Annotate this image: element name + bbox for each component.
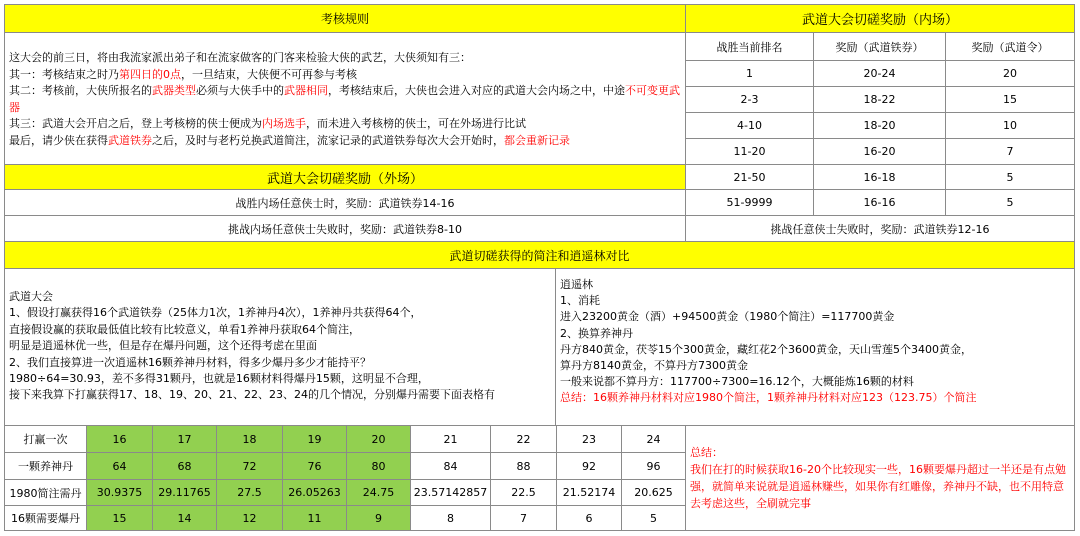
rules-body — [4, 32, 686, 165]
calc-cell-text: 7 — [520, 511, 527, 525]
calc-cell-text: 5 — [650, 511, 657, 525]
outer-fail-text: 挑战内场任意侠士失败时，奖励：武道铁券8-10 — [4, 215, 686, 242]
rules-segment: 最后，请少侠在获得 — [9, 133, 108, 147]
inner-title: 武道大会切磋奖励（内场） — [685, 4, 1075, 33]
rules-highlight: 第四日的0点 — [119, 67, 181, 81]
calc-cell — [152, 425, 217, 453]
calc-cell-text: 21 — [443, 432, 458, 446]
inner-cell — [813, 112, 946, 139]
calc-cell-text: 20.625 — [634, 486, 673, 499]
inner-cell — [945, 60, 1075, 87]
calc-cell — [86, 425, 153, 453]
calc-cell — [490, 425, 557, 453]
inner-cell — [813, 86, 946, 113]
rules-segment: ，考核结束后，大侠也会进入对应的武道大会内场之中，中途 — [328, 84, 625, 97]
inner-cell — [813, 189, 946, 216]
inner-cell-text: 20 — [1003, 67, 1017, 80]
calc-row-label-text: 16颗需要爆丹 — [11, 512, 80, 525]
inner-cell-text: 5 — [1006, 196, 1014, 209]
calc-cell — [152, 452, 217, 480]
calc-cell-text: 76 — [307, 459, 322, 473]
rules-line — [9, 83, 686, 116]
calc-cell — [282, 505, 347, 531]
calc-cell — [216, 452, 283, 480]
inner-cell-text: 5 — [1006, 170, 1014, 184]
compare-right-line: 1、消耗 — [560, 294, 600, 308]
calc-row-label — [4, 505, 87, 531]
rules-segment: 其三：武道大会开启之后，登上考核榜的侠士便成为 — [9, 117, 262, 130]
compare-left-line: 接下来我算下打赢获得17、18、19、20、21、22、23、24的几个情况，分别爆丹需要下面表格有 — [9, 388, 495, 402]
rules-segment: 之后，及时与老朽兑换武道简注，流家记录的武道铁券每次大会开始时， — [152, 133, 504, 147]
calc-cell-text: 8 — [447, 511, 454, 525]
rules-line — [9, 67, 686, 84]
rules-line — [9, 133, 686, 150]
calc-cell — [556, 452, 622, 480]
inner-cell — [945, 86, 1075, 113]
compare-right-summary: 总结：16颗养神丹材料对应1980个简注，1颗养神丹材料对应123（123.75）个简注 — [560, 391, 977, 405]
calc-cell — [490, 479, 557, 506]
calc-cell-text: 27.5 — [237, 486, 262, 499]
calc-cell — [410, 425, 491, 453]
compare-title: 武道切磋获得的简注和逍遥林对比 — [4, 241, 1075, 269]
rules-segment: ，而未进入考核榜的侠士，可在外场进行比试 — [306, 117, 526, 130]
outer-win-text: 战胜内场任意侠士时，奖励：武道铁券14-16 — [4, 189, 686, 216]
calc-cell — [621, 452, 686, 480]
inner-header-cell — [945, 32, 1075, 61]
rules-highlight: 都会重新记录 — [504, 133, 570, 147]
inner-cell-text: 18-22 — [863, 93, 896, 106]
outer-title: 武道大会切磋奖励（外场） — [4, 164, 686, 190]
calc-cell-text: 15 — [112, 511, 127, 525]
compare-left-line: 直接假设赢的获取最低值比较有比较意义，单看1养神丹获取64个简注， — [9, 322, 360, 336]
calc-summary-body: 我们在打的时候获取16-20个比较现实一些，16颗要爆丹超过一半还是有点勉强，就简单来说就是逍遥林赚些，如果你有红雕像，养神丹不缺，也不用特意去考虑这些，全刷就完事 — [690, 463, 1066, 510]
inner-fail-text: 挑战任意侠士失败时，奖励：武道铁券12-16 — [685, 215, 1075, 242]
compare-left-text — [5, 289, 556, 404]
calc-cell-text: 84 — [443, 459, 458, 473]
compare-right-box — [555, 268, 1075, 426]
calc-cell-text: 21.52174 — [562, 486, 616, 499]
inner-cell-text: 11-20 — [733, 145, 766, 158]
calc-cell-text: 64 — [112, 459, 127, 473]
rules-segment: 其一：考核结束之时乃 — [9, 67, 119, 81]
inner-cell — [945, 164, 1075, 190]
inner-header-cell — [813, 32, 946, 61]
rules-highlight: 不可变更武器 — [9, 84, 680, 114]
inner-cell-text: 4-10 — [737, 119, 762, 132]
compare-right-line: 2、换算养神丹 — [560, 326, 633, 340]
calc-cell-text: 24 — [646, 432, 661, 446]
rules-segment: 这大会的前三日，将由我流家派出弟子和在流家做客的门客来检验大侠的武艺，大侠须知有三： — [9, 51, 471, 64]
inner-cell-text: 16-16 — [863, 196, 896, 209]
inner-cell — [813, 164, 946, 190]
calc-cell-text: 30.9375 — [96, 486, 143, 499]
compare-right-line: 逍遥林 — [560, 278, 593, 291]
calc-cell-text: 26.05263 — [288, 486, 341, 499]
calc-cell-text: 18 — [242, 432, 257, 446]
rules-line — [9, 116, 686, 133]
inner-cell — [945, 138, 1075, 165]
rules-segment: 其二：考核前，大侠所报名的 — [9, 84, 152, 97]
calc-cell-text: 22 — [516, 432, 531, 446]
inner-cell-text: 18-20 — [863, 119, 896, 132]
calc-cell-text: 6 — [585, 511, 593, 525]
calc-cell — [556, 479, 622, 506]
calc-cell-text: 9 — [375, 511, 382, 525]
calc-row-label-text: 一颗养神丹 — [18, 460, 73, 473]
inner-header-cell — [685, 32, 814, 61]
inner-cell — [685, 189, 814, 216]
calc-cell — [621, 425, 686, 453]
rules-highlight: 武道铁券 — [108, 133, 152, 147]
compare-right-text — [556, 277, 1075, 407]
calc-row-label — [4, 452, 87, 480]
calc-cell — [621, 479, 686, 506]
calc-cell — [86, 505, 153, 531]
rules-title: 考核规则 — [4, 4, 686, 33]
calc-cell-text: 68 — [177, 459, 192, 473]
calc-cell-text: 20 — [371, 432, 386, 446]
calc-row-label — [4, 479, 87, 506]
calc-cell-text: 12 — [242, 511, 257, 525]
compare-left-line: 1、假设打赢获得16个武道铁券（25体力1次，1养神丹4次），1养神丹共获得64个， — [9, 306, 422, 320]
compare-right-line: 丹方840黄金，茯苓15个300黄金，藏红花2个3600黄金，天山雪莲5个3400黄金， — [560, 342, 972, 356]
compare-right-line: 进入23200黄金（酒）+94500黄金（1980个简注）=117700黄金 — [560, 310, 895, 324]
calc-cell — [346, 425, 411, 453]
inner-cell — [685, 164, 814, 190]
calc-cell-text: 23 — [582, 432, 596, 446]
inner-cell — [813, 138, 946, 165]
compare-left-line: 武道大会 — [9, 290, 53, 303]
inner-cell-text: 1 — [746, 67, 753, 80]
calc-cell — [282, 425, 347, 453]
calc-cell — [556, 505, 622, 531]
calc-cell — [216, 505, 283, 531]
calc-cell — [86, 452, 153, 480]
calc-cell — [86, 479, 153, 506]
calc-cell — [621, 505, 686, 531]
rules-line — [9, 50, 686, 67]
calc-cell-text: 11 — [307, 511, 322, 525]
calc-row-label-text: 打赢一次 — [23, 433, 68, 446]
inner-cell-text: 2-3 — [740, 93, 759, 106]
calc-cell — [216, 425, 283, 453]
compare-left-line: 1980÷64=30.93，差不多得31颗丹，也就是16颗材料得爆丹15颗，这明显不合理， — [9, 372, 429, 386]
calc-cell-text: 72 — [242, 459, 257, 473]
inner-cell-text: 15 — [1003, 93, 1017, 106]
rules-segment: 必须与大侠手中的 — [196, 84, 284, 97]
rules-highlight: 武器相同 — [284, 84, 328, 97]
inner-header-cell-text: 战胜当前排名 — [716, 40, 783, 54]
calc-summary-title: 总结： — [690, 446, 723, 459]
calc-cell-text: 16 — [112, 432, 127, 446]
calc-cell-text: 24.75 — [362, 486, 395, 499]
inner-cell — [685, 138, 814, 165]
calc-cell-text: 29.11765 — [158, 486, 211, 499]
inner-cell — [813, 60, 946, 87]
inner-cell-text: 21-50 — [733, 170, 766, 184]
calc-cell — [282, 479, 347, 506]
calc-row-label-text: 1980简注需丹 — [9, 486, 82, 500]
inner-cell — [685, 60, 814, 87]
inner-cell-text: 51-9999 — [726, 196, 773, 209]
inner-cell — [685, 86, 814, 113]
rules-text — [5, 50, 686, 149]
calc-cell — [490, 452, 557, 480]
compare-left-line: 明显是逍遥林优一些，但是存在爆丹问题，这个还得考虑在里面 — [9, 339, 317, 353]
inner-cell-text: 16-18 — [863, 170, 896, 184]
compare-right-line: 一般来说都不算丹方：117700÷7300=16.12个，大概能炼16颗的材料 — [560, 375, 914, 389]
compare-left-box — [4, 268, 556, 426]
calc-cell — [410, 505, 491, 531]
rules-highlight: 武器类型 — [152, 84, 196, 97]
calc-row-label — [4, 425, 87, 453]
inner-cell-text: 20-24 — [863, 67, 896, 80]
calc-cell — [556, 425, 622, 453]
inner-cell — [685, 112, 814, 139]
rules-segment: ，一旦结束，大侠便不可再参与考核 — [181, 67, 357, 81]
compare-right-line: 算丹方8140黄金，不算丹方7300黄金 — [560, 359, 748, 373]
calc-cell — [410, 479, 491, 506]
inner-header-cell-text: 奖励（武道铁券） — [835, 40, 924, 54]
calc-cell — [216, 479, 283, 506]
inner-cell-text: 7 — [1006, 145, 1014, 158]
calc-cell-text: 14 — [177, 511, 192, 525]
rules-highlight: 内场选手 — [262, 117, 306, 130]
calc-cell — [282, 452, 347, 480]
calc-cell — [490, 505, 557, 531]
calc-cell — [410, 452, 491, 480]
calc-summary — [686, 444, 1075, 512]
calc-cell-text: 92 — [582, 459, 596, 473]
inner-cell — [945, 112, 1075, 139]
calc-cell-text: 80 — [371, 459, 386, 473]
compare-left-line: 2、我们直接算进一次逍遥林16颗养神丹材料，得多少爆丹多少才能持平？ — [9, 355, 371, 369]
calc-cell-text: 23.57142857 — [413, 486, 488, 499]
calc-cell — [346, 505, 411, 531]
calc-cell-text: 96 — [646, 459, 661, 473]
inner-cell-text: 16-20 — [863, 145, 896, 158]
calc-cell — [152, 505, 217, 531]
inner-header-cell-text: 奖励（武道令） — [971, 40, 1049, 54]
calc-cell-text: 22.5 — [511, 486, 536, 499]
calc-cell — [346, 452, 411, 480]
inner-cell-text: 10 — [1003, 119, 1017, 132]
calc-cell — [346, 479, 411, 506]
calc-cell-text: 19 — [307, 432, 322, 446]
calc-cell-text: 88 — [516, 459, 531, 473]
calc-summary-box — [685, 425, 1075, 531]
calc-cell — [152, 479, 217, 506]
calc-cell-text: 17 — [177, 432, 192, 446]
inner-cell — [945, 189, 1075, 216]
